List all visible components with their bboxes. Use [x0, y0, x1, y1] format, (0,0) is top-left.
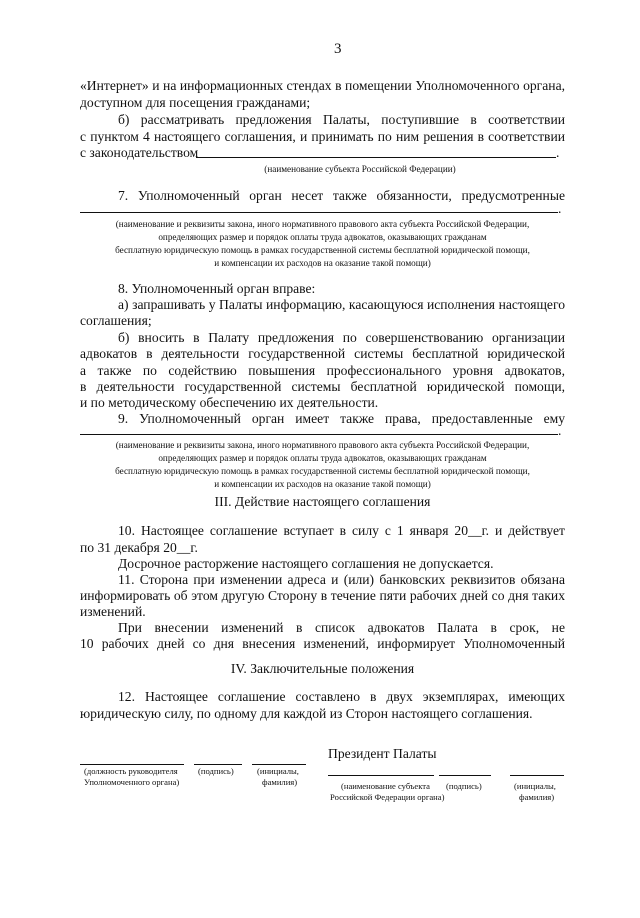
signature-line [194, 764, 242, 765]
caption-law: и компенсации их расходов на оказание такой помощи) [214, 258, 431, 268]
section-heading: IV. Заключительные положения [230, 661, 415, 676]
text-line: При внесении изменений в список адвокатов Палата в срок, не [118, 620, 565, 635]
caption-law: определяющих размер и порядок оплаты труда адвокатов, оказывающих гражданам [158, 232, 487, 242]
text-line: доступном для посещения гражданами; [80, 95, 311, 110]
text-line: информировать об этом другую Сторону в течение пяти рабочих дней со дня таких [80, 588, 565, 603]
left-position-caption: Уполномоченного органа) [84, 777, 180, 787]
right-initials-caption: фамилия) [519, 792, 555, 802]
signature-line [252, 764, 306, 765]
period: . [558, 423, 562, 438]
text-line: «Интернет» и на информационных стендах в помещении Уполномоченного органа, [80, 78, 565, 93]
text-line: в деятельности государственной системы бесплатной юридической помощи, [80, 379, 565, 394]
right-subject-caption: Российской Федерации органа) [330, 792, 445, 802]
caption-law: бесплатную юридическую помощь в рамках государственной системы бесплатной юридической помощи, [115, 466, 530, 476]
text-line: а также по содействию повышения профессионального уровня адвокатов, [80, 363, 565, 378]
signature-line [510, 775, 564, 776]
right-initials-caption: (инициалы, [514, 781, 556, 791]
text-line: 7. Уполномоченный орган несет также обязанности, предусмотренные [118, 188, 565, 203]
text-line: соглашения; [80, 313, 152, 328]
caption-law: определяющих размер и порядок оплаты труда адвокатов, оказывающих гражданам [158, 453, 487, 463]
right-subject-caption: (наименование субъекта [341, 781, 430, 791]
text-line: 12. Настоящее соглашение составлено в двух экземплярах, имеющих [118, 689, 565, 704]
text-line: б) рассматривать предложения Палаты, поступившие в соответствии [118, 112, 565, 127]
right-sign-caption: (подпись) [446, 781, 482, 791]
text-line: 11. Сторона при изменении адреса и (или) банковских реквизитов обязана [118, 572, 565, 587]
text-line: с пунктом 4 настоящего соглашения, и принимать по ним решения в соответствии [80, 129, 565, 144]
signature-line [328, 775, 434, 776]
text-line: 10. Настоящее соглашение вступает в силу с 1 января 20__г. и действует [118, 523, 565, 538]
text-line: с законодательством [80, 145, 199, 160]
fill-line [80, 212, 558, 213]
text-line: 10 рабочих дней со дня внесения изменений, информирует Уполномоченный [80, 636, 565, 651]
caption-law: (наименование и реквизиты закона, иного нормативного правового акта субъекта Российской Федерации, [115, 440, 530, 450]
caption-law: и компенсации их расходов на оказание такой помощи) [214, 479, 431, 489]
section-heading: III. Действие настоящего соглашения [214, 494, 431, 509]
text-line: и по методическому обеспечению их деятельности. [80, 395, 379, 410]
fill-line [196, 157, 556, 158]
text-line: б) вносить в Палату предложения по совершенствованию организации [118, 330, 565, 345]
page-number: 3 [334, 41, 342, 57]
text-line: юридическую силу, по одному для каждой из Сторон настоящего соглашения. [80, 706, 533, 721]
text-line: 8. Уполномоченный орган вправе: [118, 281, 316, 296]
signature-line [439, 775, 491, 776]
text-line: 9. Уполномоченный орган имеет также права, предоставленные ему [118, 411, 565, 426]
president-title: Президент Палаты [328, 746, 437, 761]
text-line: адвокатов в деятельности государственной системы бесплатной юридической [80, 346, 565, 361]
left-position-caption: (должность руководителя [84, 766, 178, 776]
text-line: а) запрашивать у Палаты информацию, касающуюся исполнения настоящего [118, 297, 565, 312]
text-line: Досрочное расторжение настоящего соглашения не допускается. [118, 556, 494, 571]
left-initials-caption: (инициалы, [257, 766, 299, 776]
caption-law: бесплатную юридическую помощь в рамках государственной системы бесплатной юридической помощи, [115, 245, 530, 255]
caption-law: (наименование и реквизиты закона, иного нормативного правового акта субъекта Российской Федерации, [115, 219, 530, 229]
period: . [556, 145, 560, 160]
fill-line [80, 434, 558, 435]
text-line: изменений. [80, 604, 146, 619]
period: . [558, 201, 562, 216]
left-initials-caption: фамилия) [262, 777, 298, 787]
left-sign-caption: (подпись) [198, 766, 234, 776]
caption-subject: (наименование субъекта Российской Федерации) [264, 164, 456, 174]
text-line: по 31 декабря 20__г. [80, 540, 198, 555]
signature-line [80, 764, 184, 765]
